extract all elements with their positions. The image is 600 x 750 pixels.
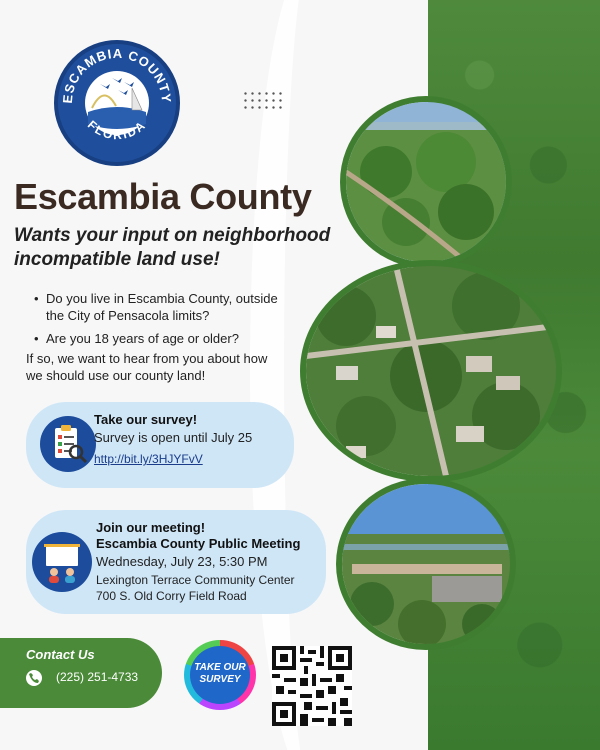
question-residency: • Do you live in Escambia County, outside the City of Pensacola limits? bbox=[34, 290, 294, 324]
eligibility-questions bbox=[34, 290, 294, 353]
aerial-photo-neighborhood bbox=[300, 260, 562, 482]
decorative-dots bbox=[242, 90, 282, 110]
page-title: Escambia County bbox=[14, 176, 312, 217]
take-survey-badge[interactable] bbox=[184, 640, 256, 710]
seal-top-text: ESCAMBIA COUNTY bbox=[59, 45, 175, 104]
badge-line2: SURVEY bbox=[199, 674, 241, 685]
aerial-photo-forest bbox=[340, 96, 512, 268]
badge-line1: TAKE OUR bbox=[194, 662, 246, 673]
county-seal-logo bbox=[54, 40, 180, 166]
page-subtitle: Wants your input on neighborhood incompatible land use! bbox=[14, 225, 331, 270]
aerial-photo-shopping-center bbox=[336, 478, 516, 650]
presentation-meeting-icon bbox=[32, 532, 92, 592]
meeting-name: Escambia County Public Meeting bbox=[96, 536, 301, 551]
survey-heading: Take our survey! bbox=[94, 412, 198, 427]
meeting-card bbox=[26, 510, 326, 614]
meeting-venue: Lexington Terrace Community Center bbox=[96, 573, 295, 587]
contact-box bbox=[0, 638, 162, 708]
survey-card bbox=[26, 402, 294, 488]
survey-link[interactable]: http://bit.ly/3HJYFvV bbox=[94, 452, 203, 466]
call-to-action: If so, we want to hear from you about how we should use our county land! bbox=[26, 351, 268, 383]
contact-label: Contact Us bbox=[26, 647, 95, 662]
meeting-heading: Join our meeting! bbox=[96, 520, 206, 535]
contact-phone[interactable]: (225) 251-4733 bbox=[56, 670, 139, 684]
seal-bottom-text: FLORIDA bbox=[84, 117, 150, 143]
phone-icon bbox=[26, 670, 42, 686]
survey-clipboard-icon bbox=[40, 416, 96, 472]
qr-code[interactable] bbox=[272, 646, 352, 726]
meeting-date: Wednesday, July 23, 5:30 PM bbox=[96, 554, 268, 569]
survey-deadline: Survey is open until July 25 bbox=[94, 430, 253, 445]
question-age: • Are you 18 years of age or older? bbox=[34, 330, 294, 347]
meeting-address: 700 S. Old Corry Field Road bbox=[96, 589, 247, 603]
